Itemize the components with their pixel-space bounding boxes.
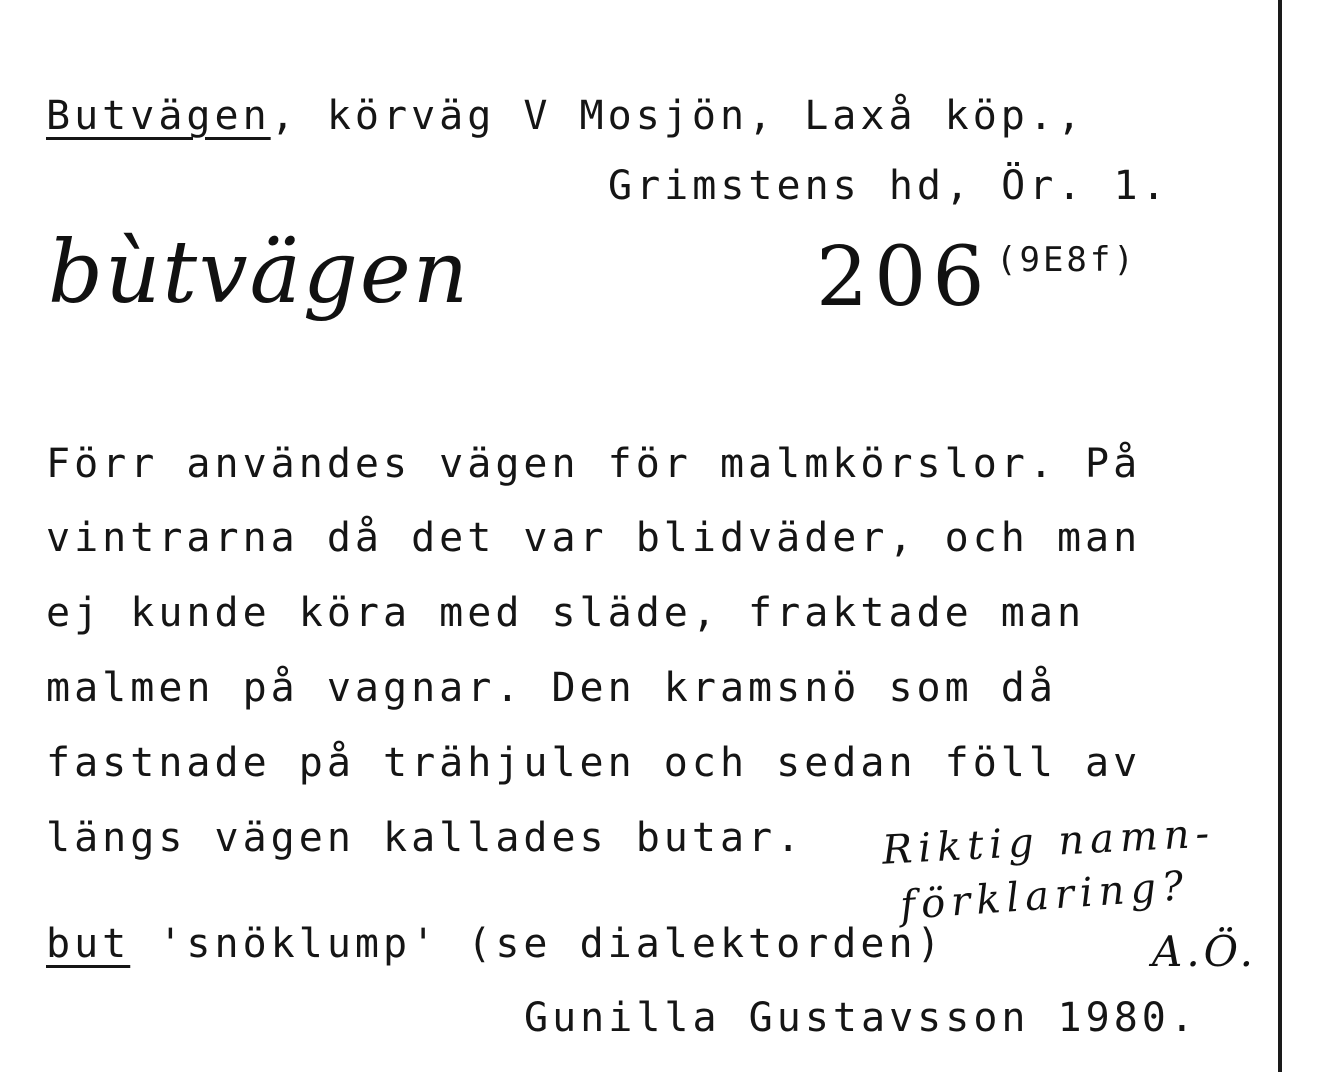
signature: Gunilla Gustavsson 1980. [524,995,1198,1041]
card-edge-line [1278,0,1282,1072]
body-line-1: Förr användes vägen för malmkörslor. På [46,441,1142,487]
margin-note-initials: A.Ö. [1152,927,1258,976]
margin-note-line-1: Riktig namn- [881,810,1217,874]
handwritten-pronunciation: bùtvägen [48,223,471,323]
body-line-6: längs vägen kallades butar. [46,815,805,861]
body-line-2: vintrarna då det var blidväder, och man [46,515,1142,561]
handwritten-number: 206 [816,230,991,325]
body-line-5: fastnade på trähjulen och sedan föll av [46,740,1142,786]
reference-code: (9E8f) [996,240,1137,280]
margin-note-line-2: förklaring? [898,862,1191,930]
body-line-4: malmen på vagnar. Den kramsnö som då [46,665,1057,711]
header-line-1-rest: , körväg V Mosjön, Laxå köp., [270,93,1086,139]
header-line-2: Grimstens hd, Ör. 1. [608,163,1170,209]
headword: Butvägen [46,93,271,139]
body-line-3: ej kunde köra med släde, fraktade man [46,590,1086,636]
etymology-word: but [46,921,131,967]
etymology-line [46,920,945,968]
header-line-1 [46,92,1085,140]
etymology-rest: 'snöklump' (se dialektorden) [130,921,945,967]
